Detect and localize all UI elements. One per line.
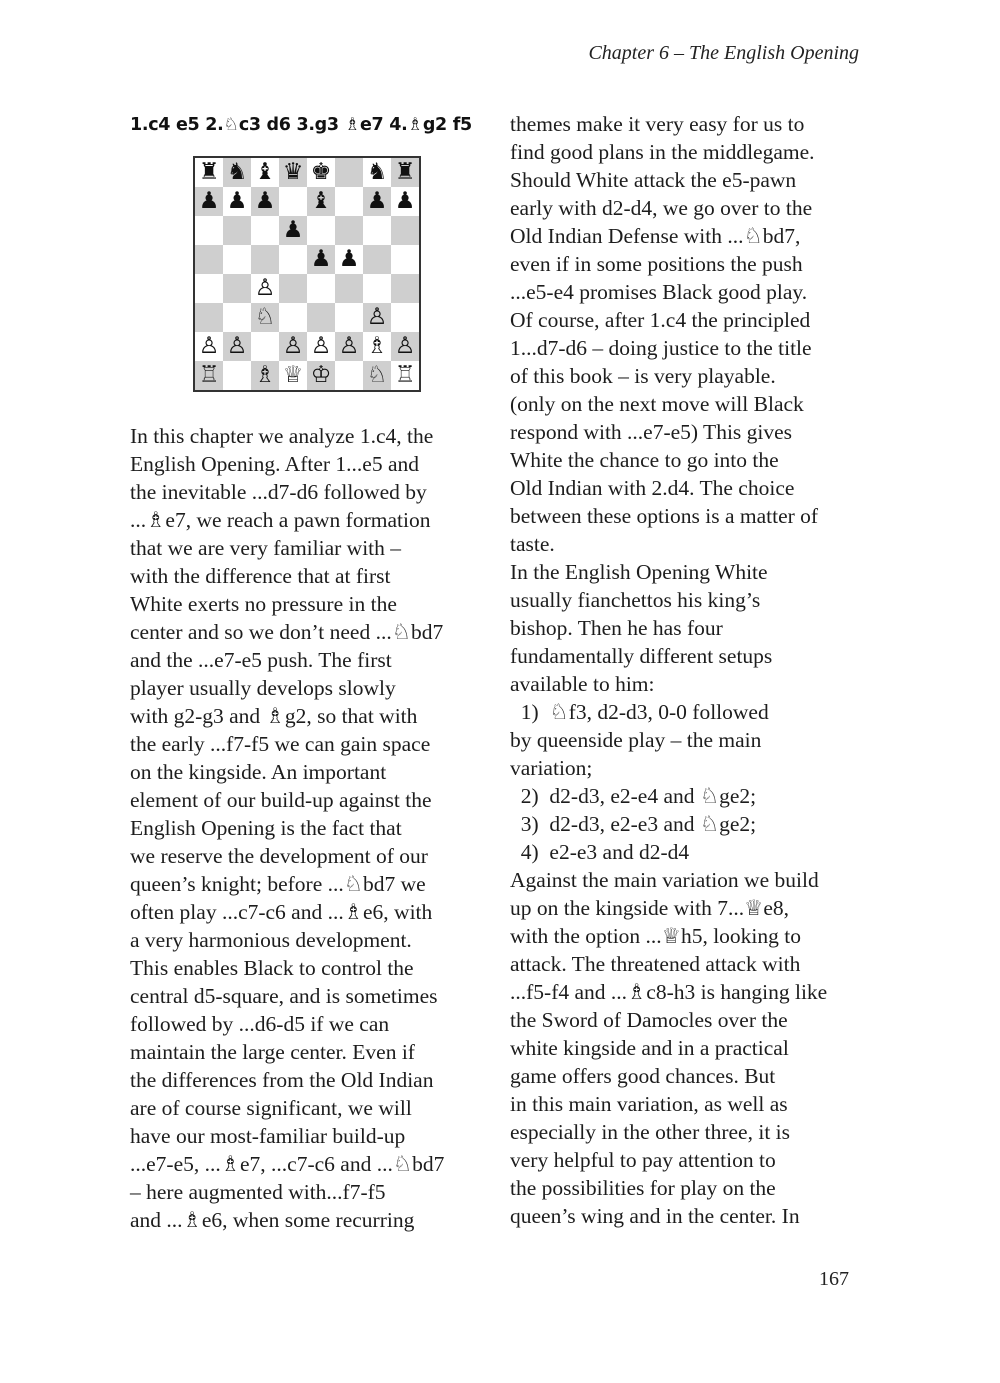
board-square: [391, 303, 419, 332]
board-square: ♞: [363, 158, 391, 187]
text-line: game offers good chances. But: [510, 1064, 776, 1088]
board-square: ♟: [307, 245, 335, 274]
text-line: on the kingside. An important: [130, 760, 387, 784]
page-number: 167: [819, 1268, 849, 1290]
text-line: we reserve the development of our: [130, 844, 428, 868]
board-square: ♟: [195, 187, 223, 216]
text-line: element of our build-up against the: [130, 788, 432, 812]
board-square: [363, 274, 391, 303]
board-square: ♜: [195, 158, 223, 187]
board-square: ♕: [279, 361, 307, 390]
text-line: in this main variation, as well as: [510, 1092, 788, 1116]
diagram-move-sequence: 1.c4 e5 2.♘c3 d6 3.g3 ♗e7 4.♗g2 f5: [130, 115, 472, 135]
text-line: especially in the other three, it is: [510, 1120, 791, 1144]
board-square: [279, 303, 307, 332]
board-square: ♝: [307, 187, 335, 216]
board-square: [335, 216, 363, 245]
text-line: variation;: [510, 756, 593, 780]
text-line: with g2-g3 and ♗g2, so that with: [130, 704, 418, 728]
board-square: ♜: [391, 158, 419, 187]
board-square: ♔: [307, 361, 335, 390]
text-line: English Opening. After 1...e5 and: [130, 452, 420, 476]
text-line: the inevitable ...d7-d6 followed by: [130, 480, 427, 504]
running-header: Chapter 6 – The English Opening: [588, 42, 859, 64]
text-line: This enables Black to control the: [130, 956, 414, 980]
text-line: bishop. Then he has four: [510, 616, 723, 640]
text-line: 3) d2-d3, e2-e3 and ♘ge2;: [510, 812, 757, 836]
text-line: White the chance to go into the: [510, 448, 779, 472]
board-square: [335, 187, 363, 216]
text-line: have our most-familiar build-up: [130, 1124, 406, 1148]
left-body-text: [130, 422, 500, 1234]
chess-board-diagram: [193, 156, 421, 392]
board-square: ♙: [223, 332, 251, 361]
text-line: white kingside and in a practical: [510, 1036, 789, 1060]
text-line: usually fianchettos his king’s: [510, 588, 761, 612]
text-line: fundamentally different setups: [510, 644, 773, 668]
text-line: a very harmonious development.: [130, 928, 412, 952]
text-line: the differences from the Old Indian: [130, 1068, 434, 1092]
text-line: respond with ...e7-e5) This gives: [510, 420, 793, 444]
board-square: [335, 158, 363, 187]
text-line: followed by ...d6-d5 if we can: [130, 1012, 390, 1036]
board-square: [391, 216, 419, 245]
board-square: [363, 216, 391, 245]
text-line: queen’s wing and in the center. In: [510, 1204, 800, 1228]
board-square: [307, 274, 335, 303]
text-line: ...e5-e4 promises Black good play.: [510, 280, 808, 304]
text-line: 4) e2-e3 and d2-d4: [510, 840, 690, 864]
text-line: of this book – is very playable.: [510, 364, 776, 388]
text-line: 2) d2-d3, e2-e4 and ♘ge2;: [510, 784, 757, 808]
text-line: and ...♗e6, when some recurring: [130, 1208, 415, 1232]
text-line: player usually develops slowly: [130, 676, 396, 700]
text-line: ...e7-e5, ...♗e7, ...c7-c6 and ...♘bd7: [130, 1152, 445, 1176]
text-line: attack. The threatened attack with: [510, 952, 801, 976]
board-square: [223, 361, 251, 390]
text-line: 1) ♘f3, d2-d3, 0-0 followed: [510, 700, 769, 724]
text-line: 1...d7-d6 – doing justice to the title: [510, 336, 812, 360]
text-line: very helpful to pay attention to: [510, 1148, 776, 1172]
text-line: central d5-square, and is sometimes: [130, 984, 438, 1008]
board-square: ♙: [363, 303, 391, 332]
text-line: themes make it very easy for us to: [510, 112, 805, 136]
text-line: (only on the next move will Black: [510, 392, 804, 416]
text-line: up on the kingside with 7...♕e8,: [510, 896, 790, 920]
text-line: are of course significant, we will: [130, 1096, 412, 1120]
text-line: that we are very familiar with –: [130, 536, 402, 560]
text-line: Should White attack the e5-pawn: [510, 168, 797, 192]
text-line: center and so we don’t need ...♘bd7: [130, 620, 444, 644]
board-square: ♙: [335, 332, 363, 361]
text-line: Old Indian Defense with ...♘bd7,: [510, 224, 801, 248]
text-line: even if in some positions the push: [510, 252, 803, 276]
text-line: between these options is a matter of: [510, 504, 819, 528]
board-square: [195, 216, 223, 245]
board-square: [335, 274, 363, 303]
board-square: [223, 274, 251, 303]
text-line: with the option ...♕h5, looking to: [510, 924, 802, 948]
board-square: ♛: [279, 158, 307, 187]
text-line: In the English Opening White: [510, 560, 768, 584]
board-square: [363, 245, 391, 274]
board-square: ♙: [391, 332, 419, 361]
board-square: [195, 274, 223, 303]
board-square: [335, 303, 363, 332]
board-square: ♙: [195, 332, 223, 361]
board-square: ♟: [223, 187, 251, 216]
board-square: ♝: [251, 158, 279, 187]
board-square: [335, 361, 363, 390]
right-body-text: [510, 110, 870, 1230]
board-square: ♘: [363, 361, 391, 390]
text-line: by queenside play – the main: [510, 728, 762, 752]
board-square: [307, 216, 335, 245]
text-line: early with d2-d4, we go over to the: [510, 196, 813, 220]
board-square: ♚: [307, 158, 335, 187]
board-square: [223, 303, 251, 332]
board-square: ♟: [363, 187, 391, 216]
board-square: [223, 245, 251, 274]
text-line: Against the main variation we build: [510, 868, 819, 892]
board-square: ♗: [251, 361, 279, 390]
board-square: ♗: [363, 332, 391, 361]
board-square: ♟: [335, 245, 363, 274]
board-square: [223, 216, 251, 245]
text-line: taste.: [510, 532, 555, 556]
text-line: Of course, after 1.c4 the principled: [510, 308, 811, 332]
text-line: Old Indian with 2.d4. The choice: [510, 476, 795, 500]
text-line: find good plans in the middlegame.: [510, 140, 815, 164]
board-square: ♙: [251, 274, 279, 303]
board-square: ♟: [279, 216, 307, 245]
text-line: maintain the large center. Even if: [130, 1040, 415, 1064]
board-square: [279, 274, 307, 303]
board-square: [391, 274, 419, 303]
text-line: often play ...c7-c6 and ...♗e6, with: [130, 900, 433, 924]
text-line: In this chapter we analyze 1.c4, the: [130, 424, 434, 448]
board-square: ♘: [251, 303, 279, 332]
text-line: the possibilities for play on the: [510, 1176, 776, 1200]
board-square: ♙: [279, 332, 307, 361]
board-square: [251, 216, 279, 245]
text-line: the early ...f7-f5 we can gain space: [130, 732, 431, 756]
text-line: ...f5-f4 and ...♗c8-h3 is hanging like: [510, 980, 828, 1004]
text-line: ...♗e7, we reach a pawn formation: [130, 508, 431, 532]
board-square: ♖: [391, 361, 419, 390]
board-square: ♟: [251, 187, 279, 216]
text-line: the Sword of Damocles over the: [510, 1008, 788, 1032]
text-line: and the ...e7-e5 push. The first: [130, 648, 392, 672]
board-square: [307, 303, 335, 332]
board-square: [279, 187, 307, 216]
text-line: White exerts no pressure in the: [130, 592, 397, 616]
board-square: [195, 245, 223, 274]
board-square: ♖: [195, 361, 223, 390]
board-square: [391, 245, 419, 274]
board-square: [251, 245, 279, 274]
board-square: [195, 303, 223, 332]
board-square: [251, 332, 279, 361]
board-square: ♟: [391, 187, 419, 216]
text-line: English Opening is the fact that: [130, 816, 402, 840]
board-square: [279, 245, 307, 274]
text-line: – here augmented with...f7-f5: [130, 1180, 386, 1204]
board-square: ♙: [307, 332, 335, 361]
left-column: [130, 110, 488, 1232]
board-square: ♞: [223, 158, 251, 187]
text-line: available to him:: [510, 672, 655, 696]
text-line: queen’s knight; before ...♘bd7 we: [130, 872, 426, 896]
text-line: with the difference that at first: [130, 564, 391, 588]
